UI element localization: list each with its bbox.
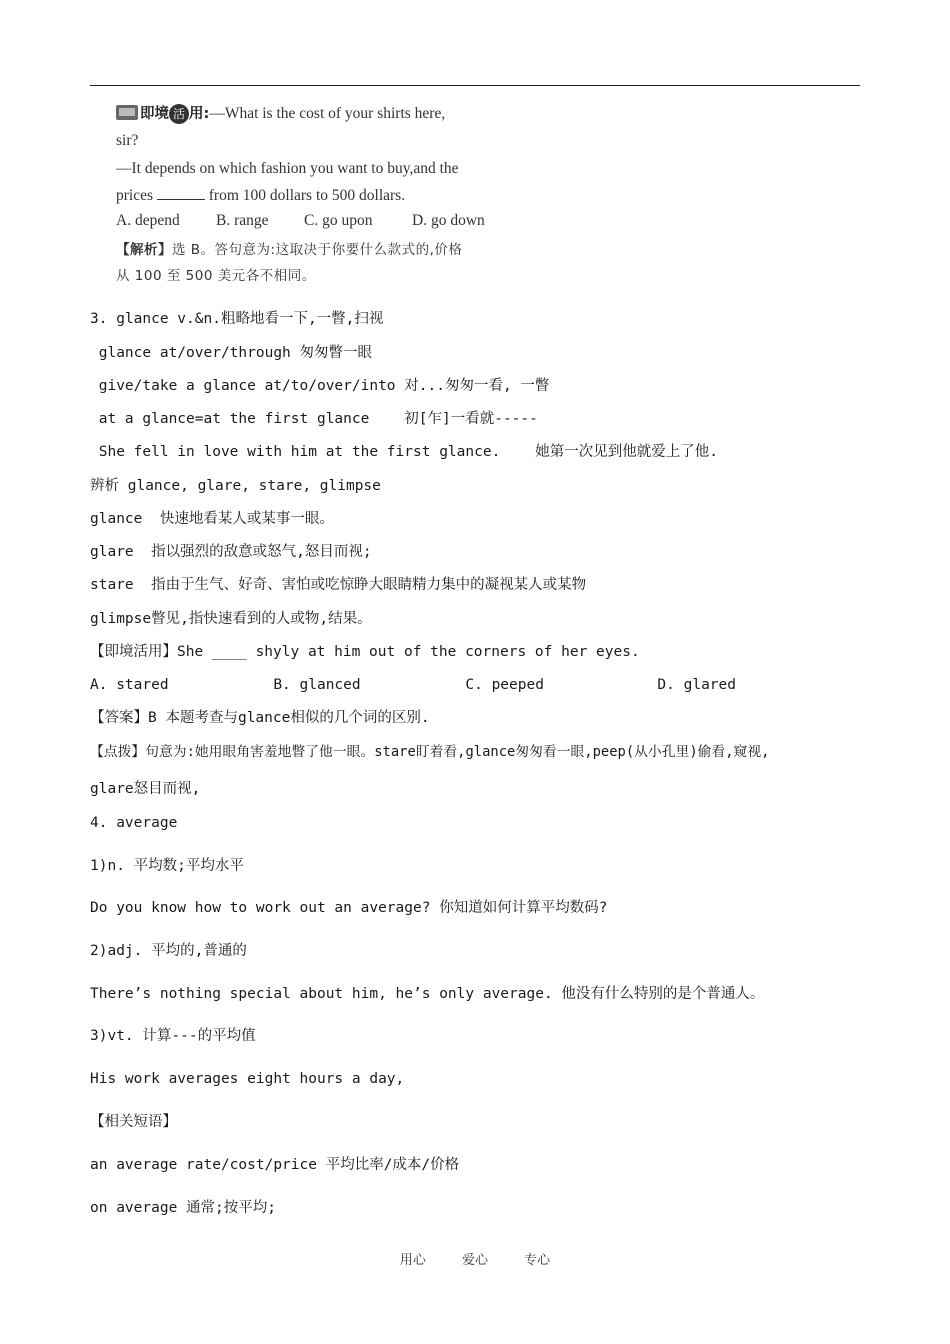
text-line: glance at/over/through 匆匆瞥一眼 (90, 345, 373, 361)
text-line: glimpse瞥见,指快速看到的人或物,结果。 (90, 611, 372, 627)
exercise-line-4-start: prices (116, 187, 154, 204)
footer-word: 爱心 (461, 1253, 488, 1268)
text-line: 【即境活用】She ____ shyly at him out of the corners of her eyes. (90, 644, 640, 660)
exercise-options (116, 212, 485, 230)
text-line: Do you know how to work out an average? 你知道如何计算平均数码? (90, 900, 608, 916)
exercise-line-4 (116, 187, 405, 205)
exercise-tag: 即境 (140, 106, 169, 122)
header-rule (90, 85, 860, 86)
analysis-line-2: 从 100 至 500 美元各不相同。 (116, 268, 316, 284)
exercise-box (110, 98, 550, 290)
text-line: glare怒目而视, (90, 781, 201, 797)
text-line: 3. glance v.&n.粗略地看一下,一瞥,扫视 (90, 311, 384, 327)
text-line: on average 通常;按平均; (90, 1200, 276, 1216)
text-line: 辨析 glance, glare, stare, glimpse (90, 478, 381, 494)
text-line: 4. average (90, 815, 178, 831)
text-line: 2)adj. 平均的,普通的 (90, 943, 247, 959)
exercise-question-text: —What is the cost of your shirts here, (209, 105, 446, 122)
text-line: 【答案】B 本题考查与glance相似的几个词的区别. (90, 710, 430, 726)
book-icon (116, 105, 138, 120)
huo-circle-icon: 活 (169, 104, 189, 124)
analysis-text-1: 选 B。答句意为:这取决于你要什么款式的,价格 (172, 242, 463, 258)
option-a: A. depend (116, 212, 180, 229)
text-line: 3)vt. 计算---的平均值 (90, 1028, 256, 1044)
exercise-tag-suffix: 用: (189, 106, 210, 122)
text-line: A. stared B. glanced C. peeped D. glared (90, 677, 737, 693)
text-line: 【点拨】句意为:她用眼角害羞地瞥了他一眼。stare盯着看,glance匆匆看一眼,peep(从小孔里)偷看,窥视, (90, 744, 770, 760)
option-c: C. go upon (304, 212, 373, 229)
text-line: an average rate/cost/price 平均比率/成本/价格 (90, 1157, 460, 1173)
option-b: B. range (216, 212, 269, 229)
text-line: She fell in love with him at the first glance. 她第一次见到他就爱上了他. (90, 444, 718, 460)
text-line: at a glance=at the first glance 初[乍]一看就----- (90, 411, 538, 427)
text-line: 1)n. 平均数;平均水平 (90, 858, 244, 874)
answer-blank (157, 187, 205, 200)
text-line: There’s nothing special about him, he’s only average. 他没有什么特别的是个普通人。 (90, 986, 765, 1002)
option-d: D. go down (412, 212, 485, 229)
exercise-line-3: —It depends on which fashion you want to buy,and the (116, 160, 459, 177)
text-line: stare 指由于生气、好奇、害怕或吃惊睁大眼睛精力集中的凝视某人或某物 (90, 577, 587, 593)
text-line: His work averages eight hours a day, (90, 1071, 405, 1087)
text-line: give/take a glance at/to/over/into 对...匆匆一看, 一瞥 (90, 378, 550, 394)
footer-word: 专心 (524, 1253, 551, 1268)
exercise-line-4-end: from 100 dollars to 500 dollars. (208, 187, 406, 204)
text-line: glare 指以强烈的敌意或怒气,怒目而视; (90, 544, 372, 560)
analysis-line-1 (116, 238, 462, 258)
footer-word: 用心 (399, 1253, 426, 1268)
page-footer (0, 1249, 950, 1268)
exercise-line-2: sir? (116, 132, 139, 149)
exercise-question-line (116, 102, 445, 124)
text-line: glance 快速地看某人或某事一眼。 (90, 511, 334, 527)
analysis-tag: 【解析】 (116, 242, 172, 258)
text-line: 【相关短语】 (90, 1114, 177, 1130)
